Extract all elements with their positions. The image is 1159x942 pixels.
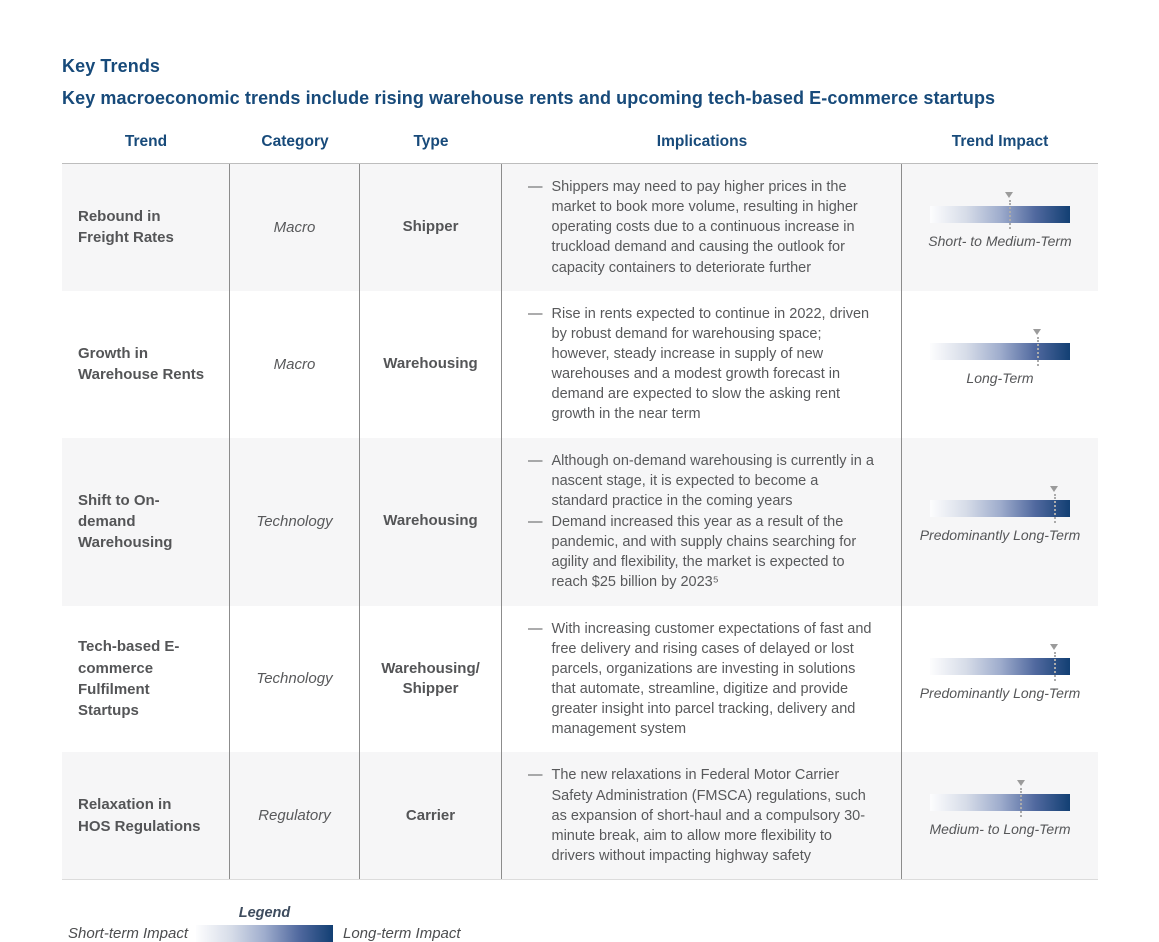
page-subtitle: Key macroeconomic trends include rising warehouse rents and upcoming tech-based E-commerce startups xyxy=(62,88,996,108)
impact-label: Medium- to Long-Term xyxy=(929,821,1071,838)
category-cell: Macro xyxy=(230,164,360,291)
dash-bullet-icon: — xyxy=(528,513,543,530)
trend-name: Growth in Warehouse Rents xyxy=(78,344,205,384)
legend-long-term-label: Long-term Impact xyxy=(343,925,461,942)
table-row xyxy=(62,752,1098,879)
column-header-trend-impact: Trend Impact xyxy=(951,133,1049,150)
trend-cell xyxy=(62,438,230,606)
marker-triangle-icon xyxy=(1033,329,1041,335)
impact-gradient-bar xyxy=(930,343,1070,360)
dash-bullet-icon: — xyxy=(528,620,543,637)
table-row xyxy=(62,164,1098,291)
implications-cell xyxy=(502,291,902,438)
type-cell: Carrier xyxy=(360,752,502,879)
column-header-type: Type xyxy=(413,133,449,150)
impact-gradient-bar xyxy=(930,206,1070,223)
marker-dotted-line xyxy=(1037,337,1039,366)
legend-gradient-bar xyxy=(196,925,333,942)
marker-dotted-line xyxy=(1054,494,1056,523)
implications-list xyxy=(528,304,877,425)
table-row xyxy=(62,438,1098,606)
implications-cell xyxy=(502,752,902,879)
implication-item xyxy=(528,177,877,278)
impact-label: Predominantly Long-Term xyxy=(919,684,1081,701)
trend-impact-cell xyxy=(902,606,1098,753)
marker-dotted-line xyxy=(1009,200,1011,229)
implication-text: Although on-demand warehousing is currently in a nascent stage, it is expected to become a standard practice in the coming years xyxy=(551,452,874,509)
impact-gradient-bar xyxy=(930,658,1070,675)
implications-list xyxy=(528,619,877,740)
impact-label: Long-Term xyxy=(966,369,1034,386)
impact-bar-wrap xyxy=(930,658,1070,675)
category-cell: Technology xyxy=(230,438,360,606)
implications-list xyxy=(528,765,877,866)
trend-name: Relaxation in HOS Regulations xyxy=(78,796,201,835)
page-title: Key Trends xyxy=(62,56,161,76)
implication-item xyxy=(528,304,877,425)
trend-cell xyxy=(62,164,230,291)
type-cell: Shipper xyxy=(360,164,502,291)
category-cell: Regulatory xyxy=(230,752,360,879)
implication-item xyxy=(528,619,877,740)
impact-bar-wrap xyxy=(930,343,1070,360)
marker-triangle-icon xyxy=(1017,780,1025,786)
marker-triangle-icon xyxy=(1050,644,1058,650)
dash-bullet-icon: — xyxy=(528,305,543,322)
implication-item xyxy=(528,512,877,593)
table-row xyxy=(62,291,1098,438)
category-cell: Technology xyxy=(230,606,360,753)
key-trends-table xyxy=(62,133,1098,880)
impact-bar-wrap xyxy=(930,500,1070,517)
impact-gradient-bar xyxy=(930,500,1070,517)
legend-title-row xyxy=(196,904,333,922)
trend-impact-cell xyxy=(902,164,1098,291)
trend-name: Tech-based E-commerce Fulfilment Startups xyxy=(78,638,180,720)
implications-list xyxy=(528,177,877,278)
dash-bullet-icon: — xyxy=(528,179,543,195)
implications-cell xyxy=(502,438,902,606)
impact-label: Predominantly Long-Term xyxy=(919,527,1081,544)
implications-cell xyxy=(502,606,902,753)
marker-dotted-line xyxy=(1020,788,1022,817)
marker-triangle-icon xyxy=(1005,192,1013,198)
trend-impact-cell xyxy=(902,752,1098,879)
impact-bar-wrap xyxy=(930,206,1070,223)
type-cell: Warehousing/ Shipper xyxy=(360,606,502,753)
implications-cell xyxy=(502,164,902,291)
trend-impact-cell xyxy=(902,291,1098,438)
type-cell: Warehousing xyxy=(360,291,502,438)
implication-item xyxy=(528,765,877,866)
implication-text: Demand increased this year as a result of the pandemic, and with supply chains searching for agility and flexibility, the market is expected to reach $25 billion by 2023⁵ xyxy=(551,513,857,591)
implication-text: The new relaxations in Federal Motor Carrier Safety Administration (FMSCA) regulations, such as expansion of short-haul and a compulsory 30-minute break, aim to allow more flexibility to drivers without impacting highway safety xyxy=(551,767,866,864)
table-header-row xyxy=(62,133,1098,163)
implication-item xyxy=(528,451,877,511)
legend-short-term-label: Short-term Impact xyxy=(68,925,189,942)
trend-name: Rebound in Freight Rates xyxy=(78,208,174,247)
marker-triangle-icon xyxy=(1050,486,1058,492)
implication-text: Shippers may need to pay higher prices in the market to book more volume, resulting in higher operating costs due to a continuous increase in truckload demand and causing the outlook for capacity containers to deteriorate further xyxy=(551,179,858,276)
implications-list xyxy=(528,451,877,593)
implication-text: With increasing customer expectations of fast and free delivery and rising cases of delayed or lost parcels, organizations are investing in solutions that automate, streamline, digitize and provide greater insight into parcel tracking, delivery and management system xyxy=(551,620,872,738)
marker-dotted-line xyxy=(1054,652,1056,681)
legend-bar-row xyxy=(68,925,542,942)
dash-bullet-icon: — xyxy=(528,767,543,784)
column-header-trend: Trend xyxy=(124,133,168,150)
dash-bullet-icon: — xyxy=(528,452,543,469)
impact-gradient-bar xyxy=(930,794,1070,811)
impact-bar-wrap xyxy=(930,794,1070,811)
table-row xyxy=(62,606,1098,753)
trend-name: Shift to On-demand Warehousing xyxy=(78,491,173,552)
legend-title: Legend xyxy=(238,905,291,922)
column-header-category: Category xyxy=(261,133,329,150)
trend-cell xyxy=(62,291,230,438)
impact-label: Short- to Medium-Term xyxy=(928,233,1072,250)
trend-cell xyxy=(62,606,230,753)
trend-cell xyxy=(62,752,230,879)
legend xyxy=(62,904,542,942)
category-cell: Macro xyxy=(230,291,360,438)
column-header-implications: Implications xyxy=(656,133,748,150)
type-cell: Warehousing xyxy=(360,438,502,606)
trend-impact-cell xyxy=(902,438,1098,606)
implication-text: Rise in rents expected to continue in 2022, driven by robust demand for warehousing space; however, steady increase in supply of new warehouses and a modest growth forecast in demand are expected to slow the asking rent growth in the near term xyxy=(551,305,870,423)
table-body xyxy=(62,163,1098,880)
